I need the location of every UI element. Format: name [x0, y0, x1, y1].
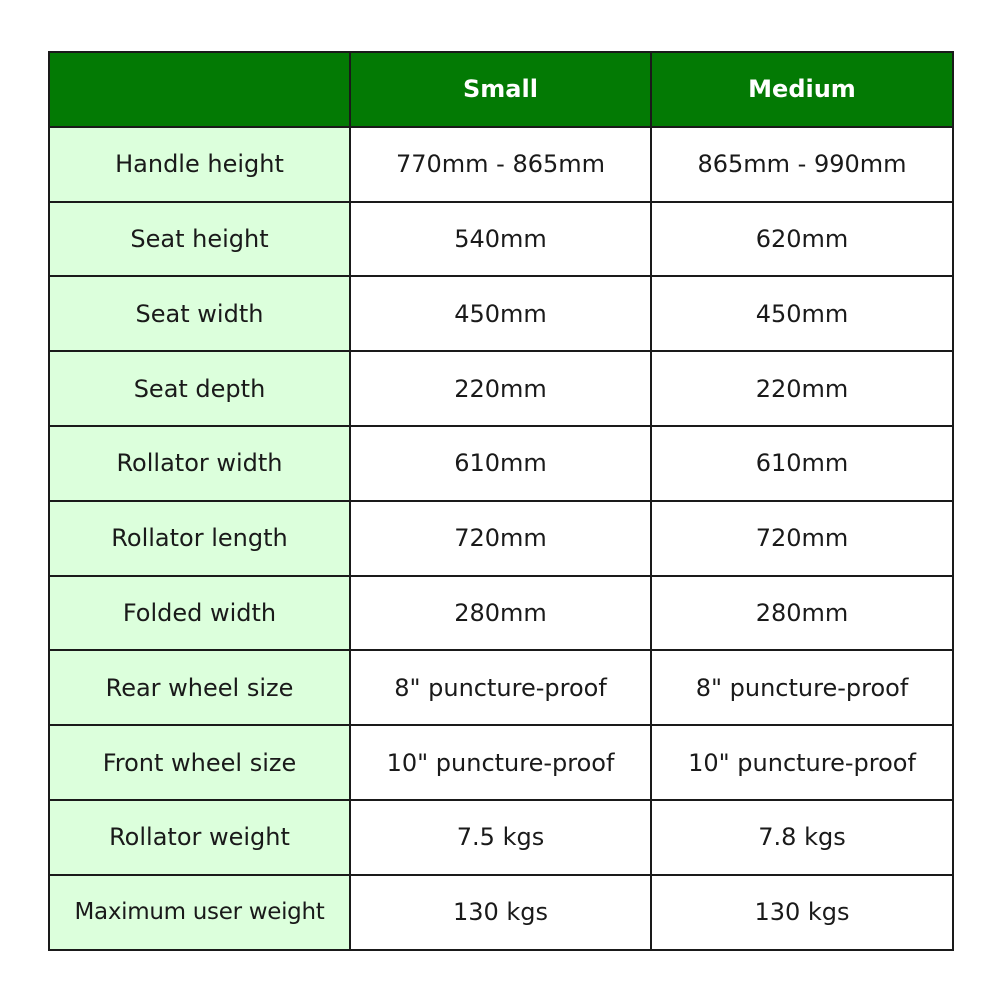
row-label: Rear wheel size — [49, 650, 350, 725]
small-value: 130 kgs — [350, 875, 651, 950]
row-label: Seat height — [49, 202, 350, 277]
header-small: Small — [350, 52, 651, 127]
small-value: 770mm - 865mm — [350, 127, 651, 202]
header-row — [49, 52, 953, 127]
medium-value: 610mm — [651, 426, 953, 501]
row-label: Handle height — [49, 127, 350, 202]
row-label: Maximum user weight — [49, 875, 350, 950]
row-label: Seat depth — [49, 351, 350, 426]
medium-value: 280mm — [651, 576, 953, 651]
table-row — [49, 127, 953, 202]
table-row — [49, 276, 953, 351]
row-label: Front wheel size — [49, 725, 350, 800]
small-value: 720mm — [350, 501, 651, 576]
table-row — [49, 501, 953, 576]
table-row — [49, 351, 953, 426]
small-value: 8" puncture-proof — [350, 650, 651, 725]
medium-value: 7.8 kgs — [651, 800, 953, 875]
medium-value: 450mm — [651, 276, 953, 351]
table-row — [49, 426, 953, 501]
small-value: 220mm — [350, 351, 651, 426]
small-value: 450mm — [350, 276, 651, 351]
header-corner-cell — [49, 52, 350, 127]
table-row — [49, 650, 953, 725]
row-label: Seat width — [49, 276, 350, 351]
small-value: 280mm — [350, 576, 651, 651]
table-row — [49, 875, 953, 950]
row-label: Rollator weight — [49, 800, 350, 875]
table-row — [49, 202, 953, 277]
row-label: Rollator width — [49, 426, 350, 501]
medium-value: 720mm — [651, 501, 953, 576]
small-value: 10" puncture-proof — [350, 725, 651, 800]
medium-value: 865mm - 990mm — [651, 127, 953, 202]
table-row — [49, 725, 953, 800]
spec-table — [48, 51, 954, 951]
small-value: 540mm — [350, 202, 651, 277]
medium-value: 620mm — [651, 202, 953, 277]
medium-value: 10" puncture-proof — [651, 725, 953, 800]
table-row — [49, 800, 953, 875]
table-row — [49, 576, 953, 651]
small-value: 610mm — [350, 426, 651, 501]
header-medium: Medium — [651, 52, 953, 127]
medium-value: 8" puncture-proof — [651, 650, 953, 725]
row-label: Folded width — [49, 576, 350, 651]
medium-value: 220mm — [651, 351, 953, 426]
medium-value: 130 kgs — [651, 875, 953, 950]
row-label: Rollator length — [49, 501, 350, 576]
small-value: 7.5 kgs — [350, 800, 651, 875]
